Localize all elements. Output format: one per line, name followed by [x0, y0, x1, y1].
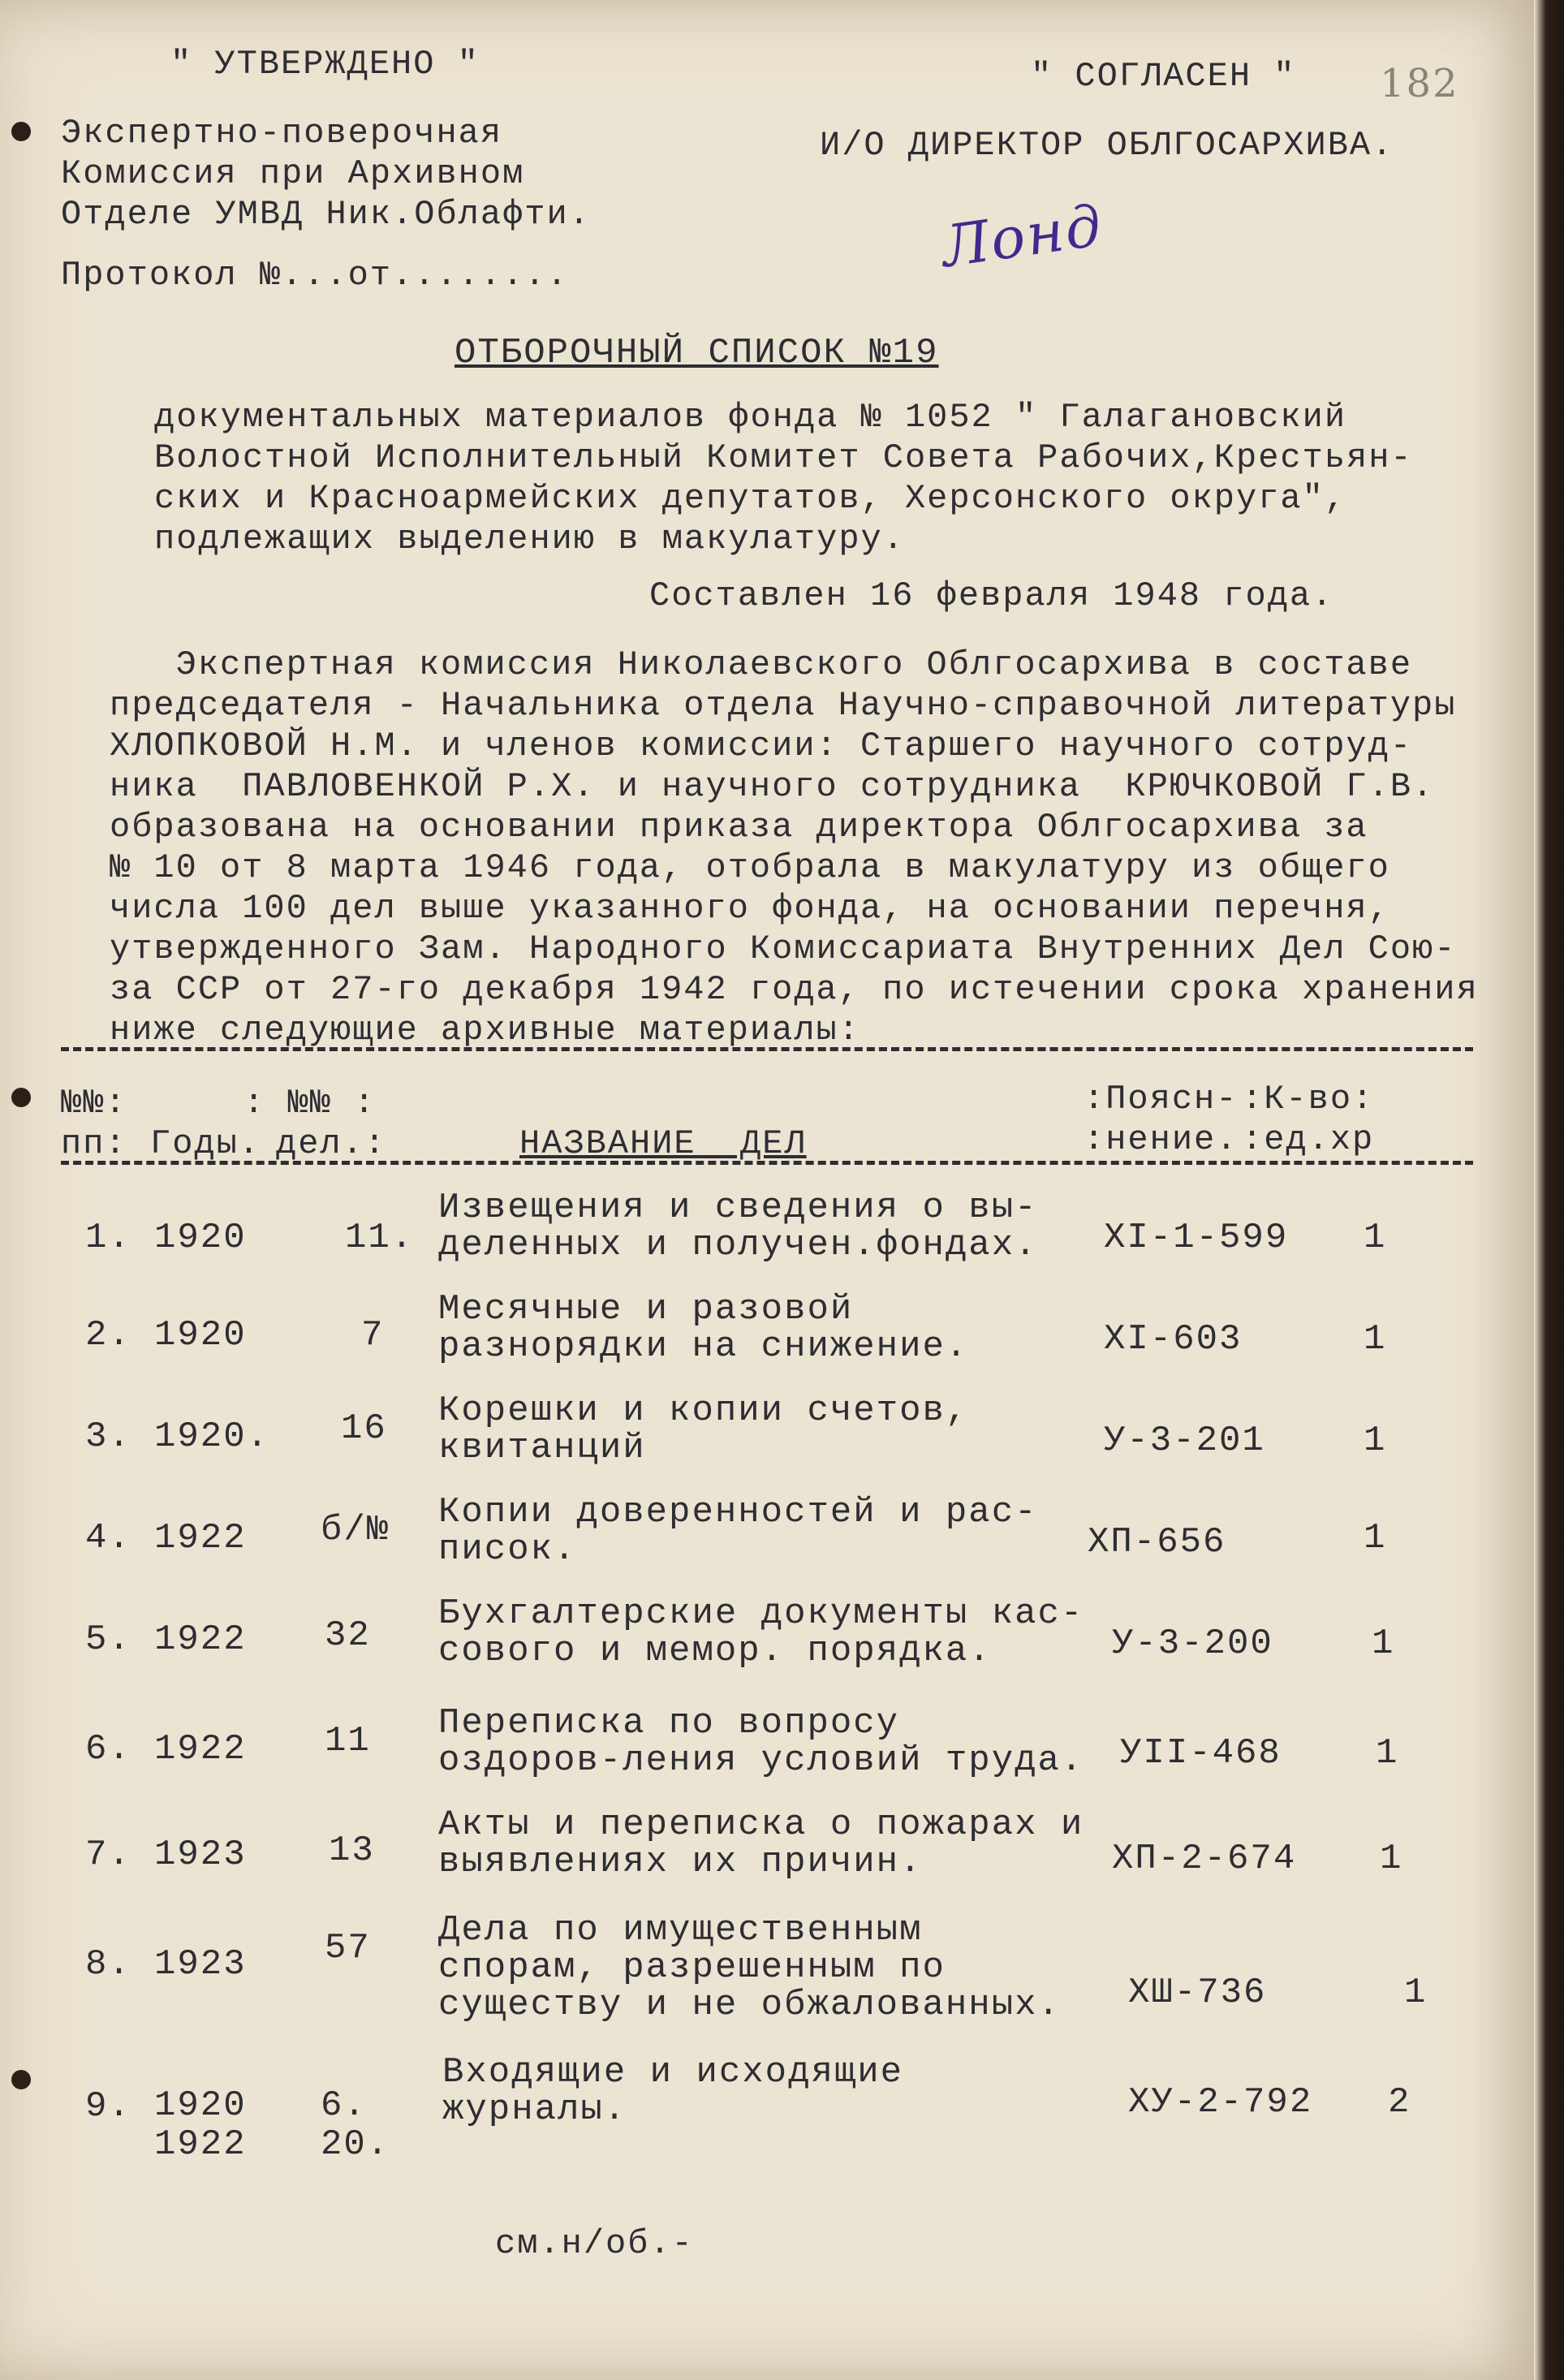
- table-top-rule: [61, 1047, 1473, 1051]
- row-num: 2.: [85, 1315, 131, 1356]
- header-dela: : №№ :: [243, 1084, 377, 1123]
- row-delo: 11.: [345, 1218, 415, 1258]
- row-name: Бухгалтерские документы кас-сового и мемор. порядка.: [438, 1593, 1084, 1671]
- body-line: за ССР от 27-го декабря 1942 года, по истечении срока хранения: [110, 970, 1479, 1009]
- row-name: Входящие и исходящие журналы.: [442, 2052, 904, 2130]
- row-year: 1920 1922: [154, 2085, 247, 2165]
- row-year: 1922: [154, 1518, 247, 1559]
- page-edge-shadow: [1534, 0, 1564, 2380]
- row-num: 8.: [85, 1944, 131, 1985]
- punch-hole: [11, 122, 31, 141]
- row-delo: 11: [325, 1721, 371, 1761]
- body-line: Экспертная комиссия Николаевского Облгосархива в составе: [110, 645, 1413, 684]
- row-num: 9.: [85, 2086, 131, 2127]
- subtitle-line: подлежащих выделению в макулатуру.: [154, 520, 905, 558]
- document-title: ОТБОРОЧНЫЙ СПИСОК №19: [455, 333, 939, 373]
- row-year: 1922: [154, 1619, 247, 1660]
- agreed-by: И/О ДИРЕКТОР ОБЛГОСАРХИВА.: [820, 126, 1394, 165]
- row-num: 4.: [85, 1518, 131, 1559]
- page-number: 182: [1380, 61, 1459, 106]
- header-name: НАЗВАНИЕ ДЕЛ: [519, 1124, 807, 1163]
- row-name: Копии доверенностей и рас-писок.: [438, 1492, 1038, 1570]
- row-year: 1923: [154, 1944, 247, 1985]
- row-name: Акты и переписка о пожарах и выявлениях их причин.: [438, 1804, 1084, 1882]
- punch-hole: [11, 1088, 31, 1107]
- body-line: утвержденного Зам. Народного Комиссариата Внутренних Дел Сою-: [110, 929, 1457, 968]
- row-delo: 16: [341, 1408, 387, 1449]
- header-years: Годы.: [150, 1124, 261, 1163]
- header-index: :нение.: [1084, 1120, 1239, 1159]
- row-index: УII-468: [1120, 1733, 1282, 1774]
- body-line: № 10 от 8 марта 1946 года, отобрала в макулатуру из общего: [110, 848, 1390, 887]
- row-count: 1: [1364, 1319, 1387, 1360]
- header-index: :Поясн-: [1084, 1080, 1239, 1119]
- row-delo: 32: [325, 1615, 371, 1656]
- row-name: Переписка по вопросу оздоров-ления условий труда.: [438, 1703, 1084, 1781]
- body-line: числа 100 дел выше указанного фонда, на основании перечня,: [110, 889, 1390, 928]
- row-index: ХП-2-674: [1112, 1839, 1297, 1879]
- row-count: 1: [1376, 1733, 1399, 1774]
- row-index: ХУ-2-792: [1128, 2082, 1313, 2123]
- row-count: 1: [1404, 1973, 1428, 2013]
- row-index: ХШ-736: [1128, 1973, 1267, 2013]
- row-delo: 57: [325, 1928, 371, 1968]
- row-num: 3.: [85, 1416, 131, 1457]
- body-line: ниже следующие архивные материалы:: [110, 1011, 860, 1050]
- approved-heading: " УТВЕРЖДЕНО ": [170, 45, 480, 84]
- row-name: Месячные и разовой разнорядки на снижение.: [438, 1289, 969, 1367]
- row-count: 1: [1380, 1839, 1403, 1879]
- approved-org-line: Отделе УМВД Ник.Облафти.: [61, 195, 591, 234]
- date-line: Составлен 16 февраля 1948 года.: [649, 576, 1334, 615]
- subtitle-line: ских и Красноармейских депутатов, Херсонского округа",: [154, 479, 1347, 518]
- body-line: председателя - Начальника отдела Научно-справочной литературы: [110, 686, 1457, 725]
- protocol-line: Протокол №...от........: [61, 256, 569, 295]
- row-index: XI-603: [1104, 1319, 1243, 1360]
- header-num: №№:: [61, 1084, 127, 1123]
- agreed-heading: " СОГЛАСЕН ": [1031, 57, 1296, 96]
- subtitle-line: документальных материалов фонда № 1052 " Галагановский: [154, 398, 1347, 437]
- row-count: 2: [1388, 2082, 1411, 2123]
- header-count: :К-во:: [1242, 1080, 1375, 1119]
- footer-note: см.н/об.-: [495, 2224, 694, 2263]
- body-line: ника ПАВЛОВЕНКОЙ Р.Х. и научного сотрудника КРЮЧКОВОЙ Г.В.: [110, 767, 1435, 806]
- row-name: Корешки и копии счетов, квитанций: [438, 1390, 969, 1468]
- body-line: ХЛОПКОВОЙ Н.М. и членов комиссии: Старшего научного сотруд-: [110, 727, 1413, 765]
- row-count: 1: [1364, 1518, 1387, 1559]
- row-name: Извещения и сведения о вы-деленных и получен.фондах.: [438, 1188, 1038, 1265]
- row-index: У-3-200: [1112, 1623, 1273, 1664]
- header-count: :ед.хр: [1242, 1120, 1375, 1159]
- row-name: Дела по имущественным спорам, разрешенным по существу и не обжалованных.: [438, 1910, 1061, 2025]
- row-num: 1.: [85, 1218, 131, 1258]
- subtitle-line: Волостной Исполнительный Комитет Совета Рабочих,Крестьян-: [154, 438, 1413, 477]
- row-year: 1922: [154, 1729, 247, 1770]
- row-count: 1: [1364, 1218, 1387, 1258]
- row-year: 1920: [154, 1218, 247, 1258]
- row-year: 1920.: [154, 1416, 270, 1457]
- row-count: 1: [1372, 1623, 1395, 1664]
- body-line: образована на основании приказа директора Облгосархива за: [110, 808, 1368, 847]
- row-delo: 6. 20.: [321, 2085, 390, 2165]
- approved-org-line: Комиссия при Архивном: [61, 154, 525, 193]
- header-num: пп:: [61, 1124, 127, 1163]
- approved-org-line: Экспертно-поверочная: [61, 114, 503, 153]
- header-dela: дел.:: [276, 1124, 387, 1163]
- row-delo: 13: [329, 1830, 375, 1871]
- row-year: 1920: [154, 1315, 247, 1356]
- row-index: XI-1-599: [1104, 1218, 1289, 1258]
- row-num: 7.: [85, 1835, 131, 1875]
- row-delo: 7: [361, 1315, 385, 1356]
- row-count: 1: [1364, 1421, 1387, 1461]
- punch-hole: [11, 2070, 31, 2089]
- row-index: ХП-656: [1088, 1522, 1226, 1563]
- row-year: 1923: [154, 1835, 247, 1875]
- row-delo: б/№: [321, 1510, 390, 1550]
- table-header-rule: [61, 1161, 1473, 1165]
- row-index: У-3-201: [1104, 1421, 1265, 1461]
- signature: Лонд: [937, 192, 1107, 281]
- row-num: 5.: [85, 1619, 131, 1660]
- row-num: 6.: [85, 1729, 131, 1770]
